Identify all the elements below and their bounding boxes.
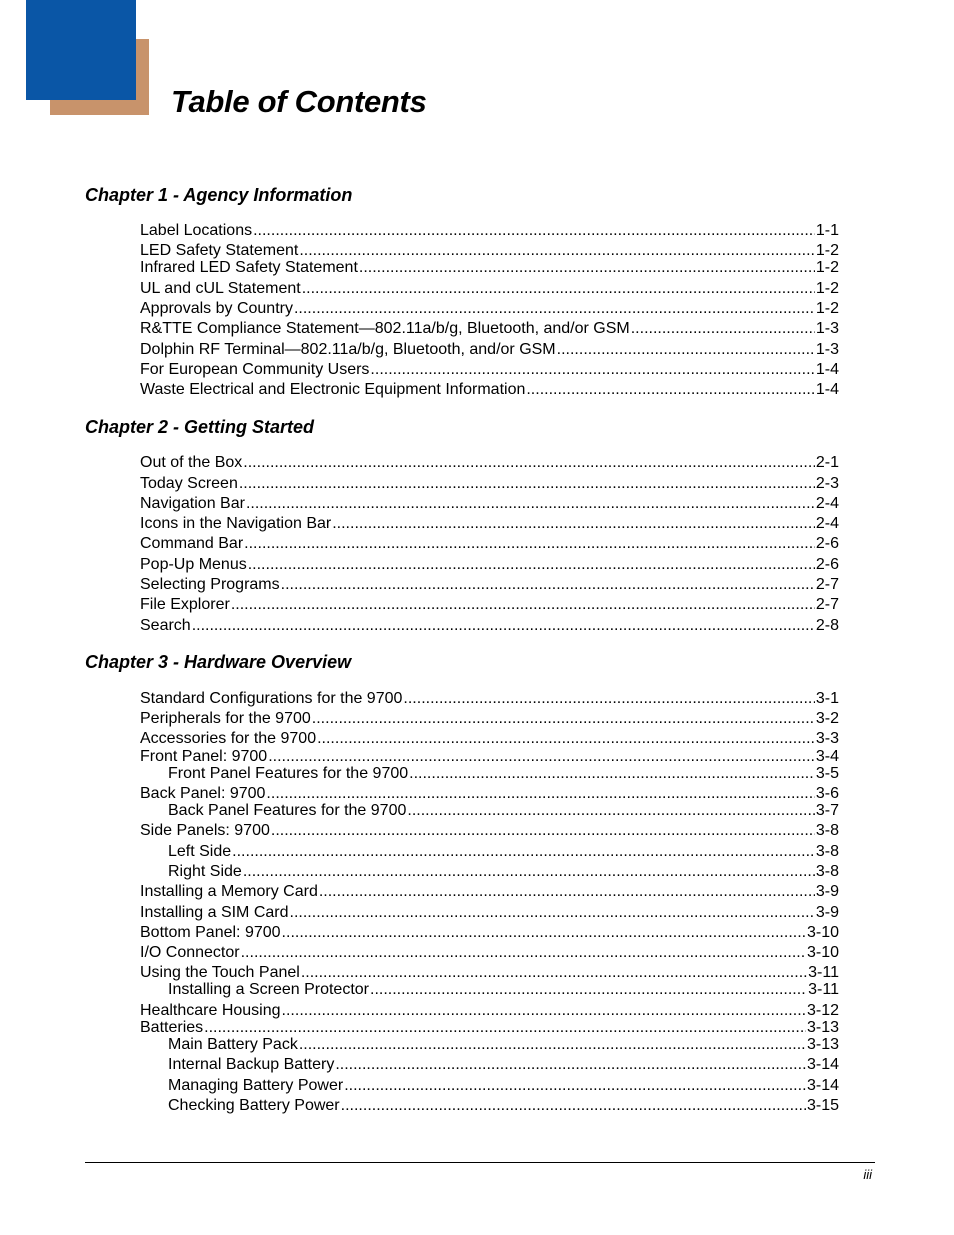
toc-entry[interactable] (140, 299, 839, 319)
toc-entry-page: 3-8 (815, 863, 839, 880)
toc-entry-page: 1-2 (815, 300, 839, 317)
toc-entry-page: 1-2 (815, 259, 839, 276)
toc-entry[interactable] (140, 689, 839, 709)
toc-entry[interactable] (140, 380, 839, 400)
toc-entry-page: 2-4 (815, 495, 839, 512)
toc-entry-title: Navigation Bar (140, 495, 245, 512)
corner-accent-blue (26, 0, 136, 100)
toc-entry-title: Front Panel: 9700 (140, 748, 268, 765)
dot-leader (302, 279, 815, 299)
toc-entry-title: Installing a Screen Protector (168, 981, 369, 998)
toc-entry-title: Managing Battery Power (168, 1077, 344, 1094)
toc-entry[interactable] (140, 474, 839, 494)
toc-entry[interactable] (140, 514, 839, 534)
toc-entry-title: UL and cUL Statement (140, 280, 301, 297)
toc-entry-page: 3-2 (815, 710, 839, 727)
toc-entry[interactable] (140, 360, 839, 380)
toc-entry-title: Approvals by Country (140, 300, 293, 317)
toc-entry[interactable] (140, 258, 839, 278)
toc-entry-page: 3-4 (815, 748, 839, 765)
chapter-heading[interactable]: Chapter 2 - Getting Started (85, 417, 315, 437)
dot-leader (271, 821, 815, 841)
toc-entry[interactable] (140, 903, 839, 923)
toc-entry[interactable] (140, 709, 839, 729)
toc-entry-title: Icons in the Navigation Bar (140, 515, 332, 532)
toc-subentry[interactable] (168, 980, 839, 1000)
toc-entry[interactable] (140, 616, 839, 636)
toc-entry[interactable] (140, 923, 839, 943)
toc-entry-page: 2-8 (815, 617, 839, 634)
toc-entry[interactable] (140, 595, 839, 615)
dot-leader (332, 514, 815, 534)
toc-entry-page: 3-13 (806, 1036, 839, 1053)
toc-subentry[interactable] (168, 862, 839, 882)
toc-entry-title: Label Locations (140, 222, 253, 239)
toc-entry-title: Internal Backup Battery (168, 1056, 335, 1073)
dot-leader (317, 729, 815, 749)
toc-entry-title: Batteries (140, 1019, 204, 1036)
toc-entry-title: Back Panel: 9700 (140, 785, 266, 802)
toc-entry-title: For European Community Users (140, 361, 370, 378)
toc-entry-page: 3-14 (806, 1077, 839, 1094)
toc-entry-page: 2-6 (815, 556, 839, 573)
dot-leader (319, 882, 815, 902)
toc-entry-title: Today Screen (140, 475, 238, 492)
toc-entry-page: 2-1 (815, 454, 839, 471)
toc-entry[interactable] (140, 319, 839, 339)
dot-leader (192, 616, 815, 636)
toc-entry[interactable] (140, 729, 839, 749)
toc-entry-title: Checking Battery Power (168, 1097, 340, 1114)
dot-leader (243, 862, 815, 882)
dot-leader (282, 923, 806, 943)
toc-entry[interactable] (140, 534, 839, 554)
dot-leader (557, 340, 815, 360)
toc-entry-page: 3-9 (815, 904, 839, 921)
dot-leader (631, 319, 815, 339)
dot-leader (526, 380, 815, 400)
toc-entry-title: Healthcare Housing (140, 1002, 281, 1019)
toc-entry-page: 1-2 (815, 242, 839, 259)
toc-entry-page: 3-13 (806, 1019, 839, 1036)
toc-entry[interactable] (140, 575, 839, 595)
toc-entry-page: 3-3 (815, 730, 839, 747)
toc-subentry[interactable] (168, 1055, 839, 1075)
toc-entry-title: Right Side (168, 863, 242, 880)
toc-entry-title: Installing a SIM Card (140, 904, 289, 921)
toc-subentry[interactable] (168, 1096, 839, 1116)
toc-entry-title: R&TTE Compliance Statement—802.11a/b/g, Bluetooth, and/or GSM (140, 320, 630, 337)
page-title: Table of Contents (171, 84, 427, 119)
toc-entry-page: 2-3 (815, 475, 839, 492)
toc-entry-page: 3-12 (806, 1002, 839, 1019)
toc-entry-title: LED Safety Statement (140, 242, 299, 259)
chapter-heading[interactable]: Chapter 3 - Hardware Overview (85, 652, 352, 672)
dot-leader (231, 595, 815, 615)
dot-leader (281, 575, 815, 595)
dot-leader (312, 709, 815, 729)
toc-entry-page: 2-4 (815, 515, 839, 532)
toc-entry-title: Command Bar (140, 535, 244, 552)
dot-leader (370, 360, 814, 380)
dot-leader (409, 764, 815, 784)
toc-entry-title: Selecting Programs (140, 576, 280, 593)
toc-entry-page: 3-1 (815, 690, 839, 707)
toc-entry-title: File Explorer (140, 596, 230, 613)
toc-entry[interactable] (140, 821, 839, 841)
toc-entry-page: 1-4 (815, 381, 839, 398)
toc-entry-page: 3-10 (806, 944, 839, 961)
toc-entry-page: 3-5 (815, 765, 839, 782)
toc-entry-title: Left Side (168, 843, 232, 860)
toc-entry[interactable] (140, 279, 839, 299)
toc-entry[interactable] (140, 943, 839, 963)
dot-leader (246, 494, 815, 514)
dot-leader (239, 474, 815, 494)
dot-leader (407, 801, 815, 821)
toc-entry-page: 1-4 (815, 361, 839, 378)
dot-leader (344, 1076, 806, 1096)
toc-subentry[interactable] (168, 801, 839, 821)
toc-entry-title: Installing a Memory Card (140, 883, 318, 900)
page-number: iii (863, 1167, 872, 1182)
toc-entry-page: 3-8 (815, 822, 839, 839)
dot-leader (403, 689, 814, 709)
dot-leader (299, 1035, 806, 1055)
toc-entry-title: Side Panels: 9700 (140, 822, 270, 839)
toc-entry-title: Waste Electrical and Electronic Equipment Information (140, 381, 526, 398)
toc-entry-title: Main Battery Pack (168, 1036, 298, 1053)
dot-leader (253, 221, 815, 241)
toc-entry-title: Accessories for the 9700 (140, 730, 317, 747)
toc-entry-page: 3-10 (806, 924, 839, 941)
toc-entry[interactable] (140, 494, 839, 514)
chapter-heading[interactable]: Chapter 1 - Agency Information (85, 185, 353, 205)
toc-entry-page: 3-9 (815, 883, 839, 900)
dot-leader (370, 980, 807, 1000)
toc-entry-page: 3-8 (815, 843, 839, 860)
toc-entry-page: 1-2 (815, 280, 839, 297)
toc-subentry[interactable] (168, 764, 839, 784)
toc-entry-page: 2-7 (815, 596, 839, 613)
toc-subentry[interactable] (168, 842, 839, 862)
toc-entry-page: 1-3 (815, 320, 839, 337)
toc-entry[interactable] (140, 453, 839, 473)
dot-leader (290, 903, 815, 923)
toc-entry-title: Infrared LED Safety Statement (140, 259, 358, 276)
toc-entry-title: Front Panel Features for the 9700 (168, 765, 409, 782)
toc-entry-page: 1-3 (815, 341, 839, 358)
toc-entry-page: 3-7 (815, 802, 839, 819)
toc-entry-title: Out of the Box (140, 454, 243, 471)
toc-entry-title: Peripherals for the 9700 (140, 710, 311, 727)
dot-leader (241, 943, 806, 963)
toc-entry[interactable] (140, 340, 839, 360)
toc-entry-page: 1-1 (815, 222, 839, 239)
dot-leader (232, 842, 815, 862)
toc-entry-title: Pop-Up Menus (140, 556, 247, 573)
dot-leader (244, 534, 815, 554)
toc-entry-title: Standard Configurations for the 9700 (140, 690, 403, 707)
dot-leader (248, 555, 815, 575)
toc-subentry[interactable] (168, 1035, 839, 1055)
dot-leader (359, 258, 815, 278)
toc-entry-title: Using the Touch Panel (140, 964, 300, 981)
toc-entry-title: Search (140, 617, 191, 634)
footer-divider (85, 1162, 875, 1163)
dot-leader (243, 453, 815, 473)
toc-entry[interactable] (140, 221, 839, 241)
toc-entry-page: 3-15 (806, 1097, 839, 1114)
toc-subentry[interactable] (168, 1076, 839, 1096)
toc-entry[interactable] (140, 555, 839, 575)
toc-entry-title: Dolphin RF Terminal—802.11a/b/g, Bluetooth, and/or GSM (140, 341, 556, 358)
dot-leader (294, 299, 815, 319)
toc-entry[interactable] (140, 882, 839, 902)
toc-entry-title: I/O Connector (140, 944, 240, 961)
dot-leader (335, 1055, 806, 1075)
toc-entry-page: 3-14 (806, 1056, 839, 1073)
toc-entry-page: 3-11 (808, 981, 839, 998)
toc-entry-page: 2-7 (815, 576, 839, 593)
toc-entry-title: Bottom Panel: 9700 (140, 924, 281, 941)
toc-entry-page: 3-6 (815, 785, 839, 802)
toc-entry-page: 2-6 (815, 535, 839, 552)
toc-entry-title: Back Panel Features for the 9700 (168, 802, 407, 819)
dot-leader (341, 1096, 806, 1116)
toc-entry-page: 3-11 (808, 964, 839, 981)
